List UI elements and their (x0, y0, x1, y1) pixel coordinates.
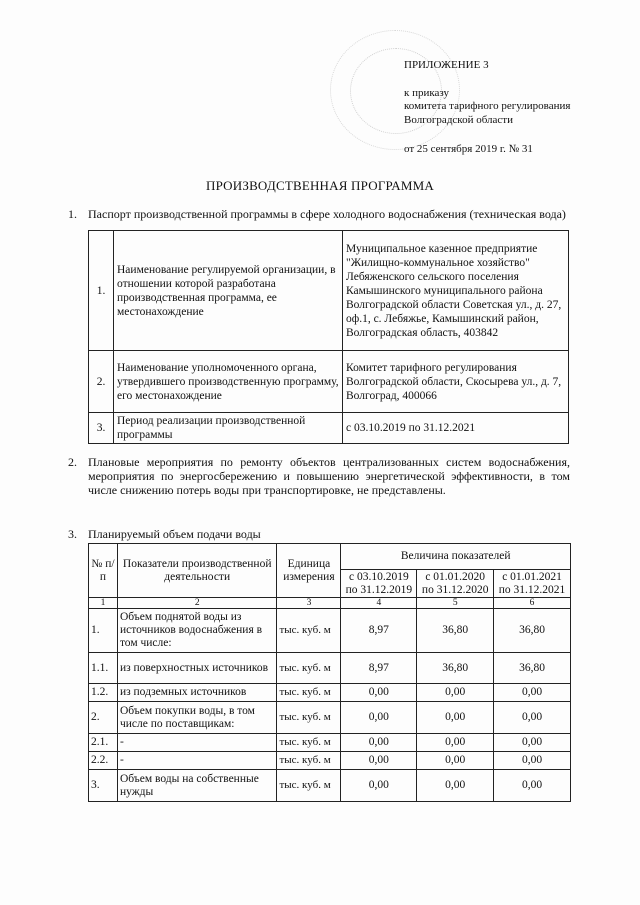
passport-row-number: 1. (89, 231, 114, 351)
order-line-2: комитета тарифного регулирования (404, 100, 571, 112)
row-value: 36,80 (494, 609, 571, 653)
passport-row-value: с 03.10.2019 по 31.12.2021 (343, 413, 569, 444)
row-value: 0,00 (417, 702, 494, 734)
row-value: 0,00 (494, 684, 571, 702)
appendix-title: ПРИЛОЖЕНИЕ 3 (404, 59, 489, 71)
row-unit: тыс. куб. м (277, 609, 341, 653)
row-unit: тыс. куб. м (277, 734, 341, 752)
row-unit: тыс. куб. м (277, 702, 341, 734)
row-name: из подземных источников (117, 684, 277, 702)
row-value: 0,00 (417, 752, 494, 770)
row-value: 0,00 (494, 702, 571, 734)
row-name: Объем поднятой воды из источников водоснабжения в том числе: (117, 609, 277, 653)
row-value: 0,00 (417, 684, 494, 702)
row-value: 36,80 (417, 653, 494, 684)
row-value: 0,00 (341, 752, 417, 770)
row-unit: тыс. куб. м (277, 684, 341, 702)
row-value: 36,80 (494, 653, 571, 684)
table-row (89, 734, 571, 752)
order-line-1: к приказу (404, 86, 450, 99)
section-1-text: Паспорт производственной программы в сфере холодного водоснабжения (техническая вода) (88, 207, 566, 221)
row-number: 2. (89, 702, 118, 734)
section-2-number: 2. (68, 455, 77, 469)
header-number: № п/п (89, 544, 118, 598)
row-unit: тыс. куб. м (277, 752, 341, 770)
table-row (89, 684, 571, 702)
header-period: с 03.10.2019 по 31.12.2019 (341, 570, 417, 598)
section-2-paragraph (68, 455, 570, 497)
row-number: 3. (89, 770, 118, 802)
row-value: 0,00 (341, 770, 417, 802)
header-period: с 01.01.2020 по 31.12.2020 (417, 570, 494, 598)
table-row (89, 752, 571, 770)
row-name: - (117, 734, 277, 752)
row-unit: тыс. куб. м (277, 653, 341, 684)
row-number: 1.1. (89, 653, 118, 684)
table-row (89, 653, 571, 684)
table-row (89, 702, 571, 734)
passport-row (89, 231, 569, 351)
passport-table (88, 230, 569, 444)
section-1-heading (68, 207, 570, 221)
header-indicators: Показатели производственной деятельности (117, 544, 277, 598)
row-number: 1.2. (89, 684, 118, 702)
header-period: с 01.01.2021 по 31.12.2021 (494, 570, 571, 598)
passport-row (89, 351, 569, 413)
passport-row-label: Период реализации производственной программы (114, 413, 343, 444)
row-number: 1. (89, 609, 118, 653)
row-value: 0,00 (494, 770, 571, 802)
column-index: 1 (89, 598, 118, 609)
row-value: 8,97 (341, 609, 417, 653)
row-name: из поверхностных источников (117, 653, 277, 684)
passport-row (89, 413, 569, 444)
row-name: - (117, 752, 277, 770)
order-date: от 25 сентября 2019 г. № 31 (404, 143, 533, 155)
row-value: 0,00 (341, 734, 417, 752)
header-values: Величина показателей (341, 544, 571, 570)
passport-row-number: 3. (89, 413, 114, 444)
section-1-number: 1. (68, 207, 77, 221)
row-value: 0,00 (341, 702, 417, 734)
table-index-row (89, 598, 571, 609)
document-title: ПРОИЗВОДСТВЕННАЯ ПРОГРАММА (206, 178, 434, 193)
header-unit: Единица измерения (277, 544, 341, 598)
passport-row-label: Наименование регулируемой организации, в отношении которой разработана производственная программа, ее местонахождение (114, 231, 343, 351)
water-volume-table (88, 543, 571, 802)
table-row (89, 770, 571, 802)
row-value: 0,00 (494, 752, 571, 770)
passport-row-value: Комитет тарифного регулирования Волгоградской области, Скосырева ул., д. 7, Волгоград, 400066 (343, 351, 569, 413)
column-index: 2 (117, 598, 277, 609)
column-index: 4 (341, 598, 417, 609)
row-unit: тыс. куб. м (277, 770, 341, 802)
row-number: 2.2. (89, 752, 118, 770)
table-row (89, 609, 571, 653)
row-value: 0,00 (341, 684, 417, 702)
passport-row-label: Наименование уполномоченного органа, утвердившего производственную программу, его местонахождение (114, 351, 343, 413)
section-3-number: 3. (68, 527, 77, 541)
column-index: 5 (417, 598, 494, 609)
table-header-row (89, 544, 571, 570)
appendix-header (404, 59, 570, 157)
row-name: Объем воды на собственные нужды (117, 770, 277, 802)
column-index: 6 (494, 598, 571, 609)
row-value: 0,00 (417, 734, 494, 752)
row-value: 36,80 (417, 609, 494, 653)
section-3-text: Планируемый объем подачи воды (88, 527, 261, 541)
passport-row-number: 2. (89, 351, 114, 413)
section-2-text: Плановые мероприятия по ремонту объектов централизованных систем водоснабжения, мероприятия по энергосбережению и повышению энергетической эффективности, в том числе снижению потерь воды при транспортировке, не представлены. (88, 455, 570, 497)
row-number: 2.1. (89, 734, 118, 752)
row-name: Объем покупки воды, в том числе по поставщикам: (117, 702, 277, 734)
row-value: 0,00 (417, 770, 494, 802)
row-value: 0,00 (494, 734, 571, 752)
row-value: 8,97 (341, 653, 417, 684)
passport-row-value: Муниципальное казенное предприятие "Жилищно-коммунальное хозяйство" Лебяженского сельского поселения Камышинского муниципального района Волгоградской области Советская ул., д. 27, оф.1, с. Лебяжье, Камышинский район, Волгоградская область, 403842 (343, 231, 569, 351)
order-line-3: Волгоградской области (404, 113, 513, 126)
section-3-heading (68, 527, 570, 541)
column-index: 3 (277, 598, 341, 609)
